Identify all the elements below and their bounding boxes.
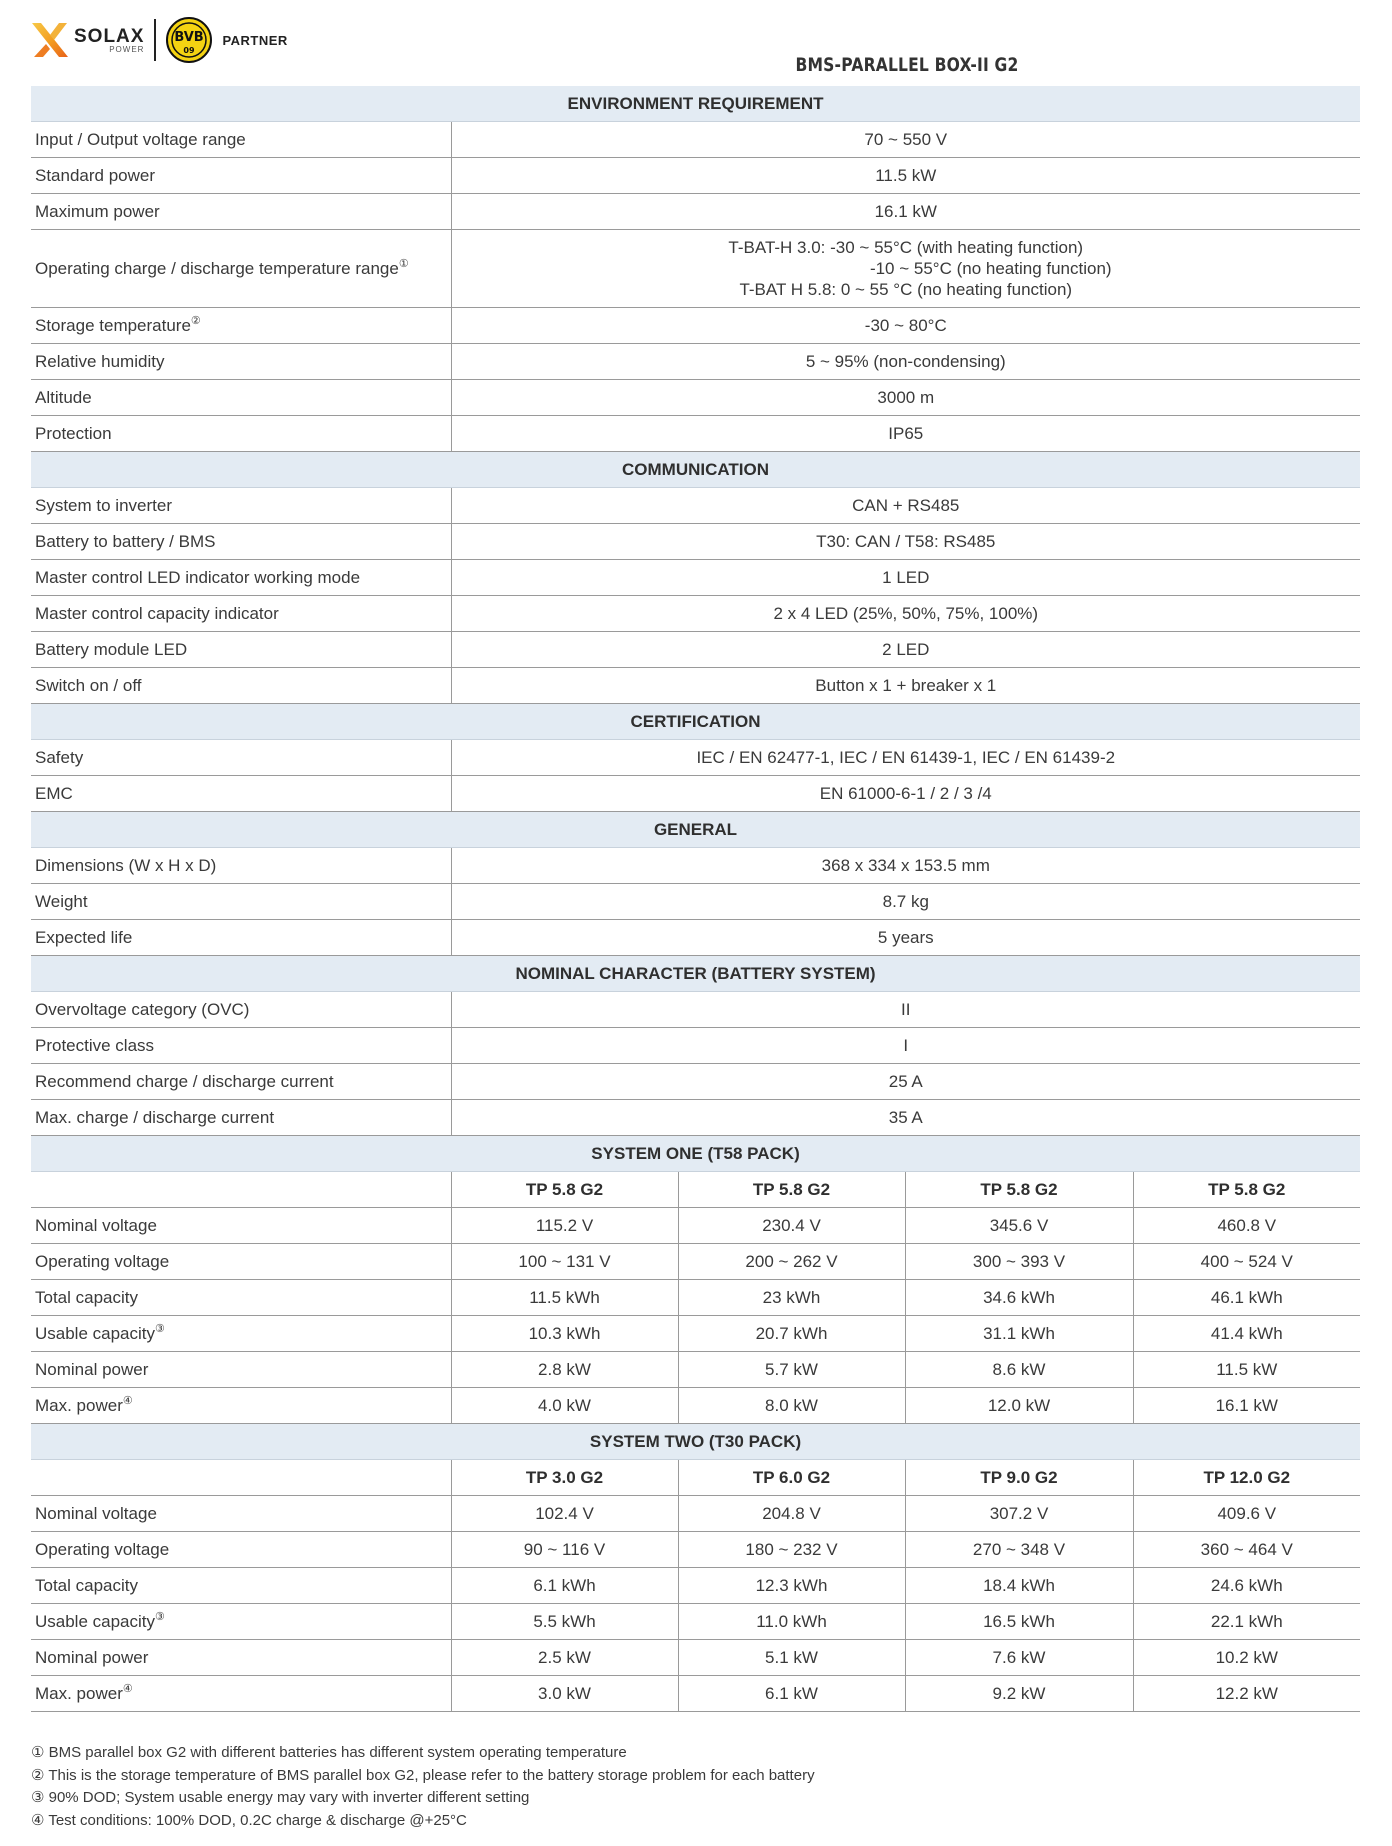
row-label: Switch on / off [31, 668, 451, 704]
footnote-mark: ③ [155, 1322, 165, 1335]
cell-value: 41.4 kWh [1133, 1316, 1360, 1352]
table-row [31, 1280, 1360, 1316]
cell-value: 11.5 kW [1133, 1352, 1360, 1388]
table-row [31, 416, 1360, 452]
table-row [31, 740, 1360, 776]
table-row [31, 344, 1360, 380]
section-certification [31, 704, 1360, 740]
row-label-cell [31, 230, 451, 308]
cell-value: 230.4 V [678, 1208, 905, 1244]
row-label-cell [31, 308, 451, 344]
row-label: Dimensions (W x H x D) [31, 848, 451, 884]
row-label: System to inverter [31, 488, 451, 524]
table-row [31, 1208, 1360, 1244]
model-header-row [31, 1460, 1360, 1496]
table-row [31, 380, 1360, 416]
row-value: 35 A [451, 1100, 1360, 1136]
row-value: T30: CAN / T58: RS485 [451, 524, 1360, 560]
table-row [31, 1064, 1360, 1100]
row-label: Operating voltage [31, 1532, 451, 1568]
cell-value: 6.1 kWh [451, 1568, 678, 1604]
section-title: SYSTEM TWO (T30 PACK) [31, 1424, 1360, 1460]
row-value: -30 ~ 80°C [451, 308, 1360, 344]
row-label: Nominal voltage [31, 1496, 451, 1532]
cell-value: 7.6 kW [905, 1640, 1133, 1676]
table-row [31, 1028, 1360, 1064]
row-value: IP65 [451, 416, 1360, 452]
cell-value: 200 ~ 262 V [678, 1244, 905, 1280]
cell-value: 115.2 V [451, 1208, 678, 1244]
row-label: Master control LED indicator working mode [31, 560, 451, 596]
cell-value: 9.2 kW [905, 1676, 1133, 1712]
cell-value: 23 kWh [678, 1280, 905, 1316]
cell-value: 180 ~ 232 V [678, 1532, 905, 1568]
model-header-blank [31, 1172, 451, 1208]
cell-value: 460.8 V [1133, 1208, 1360, 1244]
table-row [31, 1604, 1360, 1640]
cell-value: 400 ~ 524 V [1133, 1244, 1360, 1280]
brand-header [30, 16, 288, 64]
footnote: ② This is the storage temperature of BMS parallel box G2, please refer to the battery storage problem for each battery [31, 1766, 815, 1784]
table-row [31, 1316, 1360, 1352]
row-value: IEC / EN 62477-1, IEC / EN 61439-1, IEC / EN 61439-2 [451, 740, 1360, 776]
cell-value: 11.5 kWh [451, 1280, 678, 1316]
table-row [31, 308, 1360, 344]
product-title: BMS-PARALLEL BOX-II G2 [795, 54, 1019, 76]
cell-value: 11.0 kWh [678, 1604, 905, 1640]
footnote-mark: ③ [155, 1610, 165, 1623]
partner-label: PARTNER [222, 32, 288, 48]
table-row [31, 632, 1360, 668]
row-value: Button x 1 + breaker x 1 [451, 668, 1360, 704]
table-row [31, 1568, 1360, 1604]
row-label: Relative humidity [31, 344, 451, 380]
cell-value: 10.2 kW [1133, 1640, 1360, 1676]
temperature-line: T-BAT H 5.8: 0 ~ 55 °C (no heating function) [739, 280, 1073, 299]
model-name: TP 5.8 G2 [451, 1172, 678, 1208]
row-label: Master control capacity indicator [31, 596, 451, 632]
cell-value: 16.1 kW [1133, 1388, 1360, 1424]
row-value: 2 x 4 LED (25%, 50%, 75%, 100%) [451, 596, 1360, 632]
footnote-mark: ④ [122, 1682, 133, 1695]
cell-value: 12.3 kWh [678, 1568, 905, 1604]
row-value: 3000 m [451, 380, 1360, 416]
row-label: Battery to battery / BMS [31, 524, 451, 560]
footnote: ① BMS parallel box G2 with different batteries has different system operating temperature [31, 1744, 627, 1761]
table-row [31, 596, 1360, 632]
row-value: 70 ~ 550 V [451, 122, 1360, 158]
section-title: COMMUNICATION [31, 452, 1360, 488]
solax-x-logo-icon [30, 20, 70, 60]
cell-value: 360 ~ 464 V [1133, 1532, 1360, 1568]
row-value: 25 A [451, 1064, 1360, 1100]
row-value: 11.5 kW [451, 158, 1360, 194]
row-value: 8.7 kg [451, 884, 1360, 920]
cell-value: 6.1 kW [678, 1676, 905, 1712]
footnote-mark: ① [398, 257, 409, 270]
row-value: EN 61000-6-1 / 2 / 3 /4 [451, 776, 1360, 812]
cell-value: 34.6 kWh [905, 1280, 1133, 1316]
table-row [31, 560, 1360, 596]
model-header-blank [31, 1460, 451, 1496]
cell-value: 345.6 V [905, 1208, 1133, 1244]
row-value: 2 LED [451, 632, 1360, 668]
cell-value: 22.1 kWh [1133, 1604, 1360, 1640]
row-label: Max. charge / discharge current [31, 1100, 451, 1136]
cell-value: 5.7 kW [678, 1352, 905, 1388]
brand-sub: POWER [109, 44, 145, 54]
section-nominal [31, 956, 1360, 992]
table-row [31, 1100, 1360, 1136]
row-label: Max. power [35, 1683, 123, 1703]
row-label: Storage temperature [35, 315, 191, 335]
table-row [31, 1244, 1360, 1280]
row-value: I [451, 1028, 1360, 1064]
row-value-cell [451, 230, 1360, 308]
row-label: Protection [31, 416, 451, 452]
cell-value: 18.4 kWh [905, 1568, 1133, 1604]
row-value: II [451, 992, 1360, 1028]
footnote: ④ Test conditions: 100% DOD, 0.2C charge & discharge @+25°C [31, 1811, 467, 1829]
row-label: Standard power [31, 158, 451, 194]
row-value: 368 x 334 x 153.5 mm [451, 848, 1360, 884]
cell-value: 4.0 kW [451, 1388, 678, 1424]
row-label-cell [31, 1676, 451, 1712]
cell-value: 24.6 kWh [1133, 1568, 1360, 1604]
bvb-badge-icon [166, 17, 212, 63]
cell-value: 10.3 kWh [451, 1316, 678, 1352]
section-title: SYSTEM ONE (T58 PACK) [31, 1136, 1360, 1172]
cell-value: 102.4 V [451, 1496, 678, 1532]
svg-text:09: 09 [183, 46, 196, 55]
row-value: 16.1 kW [451, 194, 1360, 230]
section-title: CERTIFICATION [31, 704, 1360, 740]
section-system-two [31, 1424, 1360, 1460]
table-row [31, 884, 1360, 920]
row-label: Max. power [35, 1395, 123, 1415]
cell-value: 5.5 kWh [451, 1604, 678, 1640]
row-label: Operating charge / discharge temperature range [35, 258, 399, 278]
model-name: TP 9.0 G2 [905, 1460, 1133, 1496]
model-name: TP 5.8 G2 [1133, 1172, 1360, 1208]
cell-value: 100 ~ 131 V [451, 1244, 678, 1280]
table-row [31, 122, 1360, 158]
row-label: Altitude [31, 380, 451, 416]
row-label: Overvoltage category (OVC) [31, 992, 451, 1028]
row-label: Battery module LED [31, 632, 451, 668]
row-label-cell [31, 1316, 451, 1352]
brand-divider [154, 19, 156, 61]
table-row [31, 524, 1360, 560]
table-row [31, 1352, 1360, 1388]
row-label: Expected life [31, 920, 451, 956]
section-communication [31, 452, 1360, 488]
cell-value: 2.8 kW [451, 1352, 678, 1388]
row-label: Usable capacity [35, 1611, 156, 1631]
solax-wordmark [74, 27, 144, 54]
temperature-range-lines [700, 237, 1112, 300]
cell-value: 2.5 kW [451, 1640, 678, 1676]
section-title: NOMINAL CHARACTER (BATTERY SYSTEM) [31, 956, 1360, 992]
cell-value: 8.0 kW [678, 1388, 905, 1424]
row-value: CAN + RS485 [451, 488, 1360, 524]
row-label: Weight [31, 884, 451, 920]
model-name: TP 5.8 G2 [678, 1172, 905, 1208]
cell-value: 46.1 kWh [1133, 1280, 1360, 1316]
brand-name: SOLAX [74, 25, 145, 47]
footnote-mark: ④ [122, 1394, 133, 1407]
table-row [31, 992, 1360, 1028]
cell-value: 12.2 kW [1133, 1676, 1360, 1712]
footnotes [31, 1742, 815, 1832]
model-name: TP 3.0 G2 [451, 1460, 678, 1496]
row-label: Recommend charge / discharge current [31, 1064, 451, 1100]
row-label: Input / Output voltage range [31, 122, 451, 158]
row-label: EMC [31, 776, 451, 812]
row-label: Maximum power [31, 194, 451, 230]
cell-value: 300 ~ 393 V [905, 1244, 1133, 1280]
temperature-line: -10 ~ 55°C (no heating function) [869, 259, 1112, 278]
cell-value: 20.7 kWh [678, 1316, 905, 1352]
table-row [31, 1676, 1360, 1712]
cell-value: 3.0 kW [451, 1676, 678, 1712]
footnote: ③ 90% DOD; System usable energy may vary with inverter different setting [31, 1789, 530, 1806]
cell-value: 270 ~ 348 V [905, 1532, 1133, 1568]
row-label: Total capacity [31, 1280, 451, 1316]
table-row [31, 194, 1360, 230]
cell-value: 16.5 kWh [905, 1604, 1133, 1640]
cell-value: 31.1 kWh [905, 1316, 1133, 1352]
table-row [31, 848, 1360, 884]
row-label: Total capacity [31, 1568, 451, 1604]
cell-value: 204.8 V [678, 1496, 905, 1532]
table-row [31, 1640, 1360, 1676]
spec-table [31, 86, 1360, 1712]
cell-value: 8.6 kW [905, 1352, 1133, 1388]
row-value: 1 LED [451, 560, 1360, 596]
section-system-one [31, 1136, 1360, 1172]
row-label: Safety [31, 740, 451, 776]
row-value: 5 ~ 95% (non-condensing) [451, 344, 1360, 380]
row-label: Usable capacity [35, 1323, 156, 1343]
row-label: Nominal voltage [31, 1208, 451, 1244]
cell-value: 5.1 kW [678, 1640, 905, 1676]
svg-text:BVB: BVB [174, 30, 205, 45]
cell-value: 12.0 kW [905, 1388, 1133, 1424]
model-name: TP 12.0 G2 [1133, 1460, 1360, 1496]
cell-value: 90 ~ 116 V [451, 1532, 678, 1568]
section-title: GENERAL [31, 812, 1360, 848]
cell-value: 307.2 V [905, 1496, 1133, 1532]
row-label-cell [31, 1604, 451, 1640]
model-name: TP 6.0 G2 [678, 1460, 905, 1496]
section-title: ENVIRONMENT REQUIREMENT [31, 86, 1360, 122]
model-header-row [31, 1172, 1360, 1208]
table-row [31, 230, 1360, 308]
table-row [31, 920, 1360, 956]
model-name: TP 5.8 G2 [905, 1172, 1133, 1208]
section-general [31, 812, 1360, 848]
table-row [31, 776, 1360, 812]
row-label: Nominal power [31, 1352, 451, 1388]
row-label: Operating voltage [31, 1244, 451, 1280]
cell-value: 409.6 V [1133, 1496, 1360, 1532]
table-row [31, 1496, 1360, 1532]
table-row [31, 1532, 1360, 1568]
row-label: Protective class [31, 1028, 451, 1064]
section-environment [31, 86, 1360, 122]
row-label: Nominal power [31, 1640, 451, 1676]
footnote-mark: ② [190, 314, 201, 327]
row-value: 5 years [451, 920, 1360, 956]
table-row [31, 1388, 1360, 1424]
table-row [31, 158, 1360, 194]
temperature-line: T-BAT-H 3.0: -30 ~ 55°C (with heating function) [728, 238, 1084, 257]
table-row [31, 488, 1360, 524]
row-label-cell [31, 1388, 451, 1424]
table-row [31, 668, 1360, 704]
